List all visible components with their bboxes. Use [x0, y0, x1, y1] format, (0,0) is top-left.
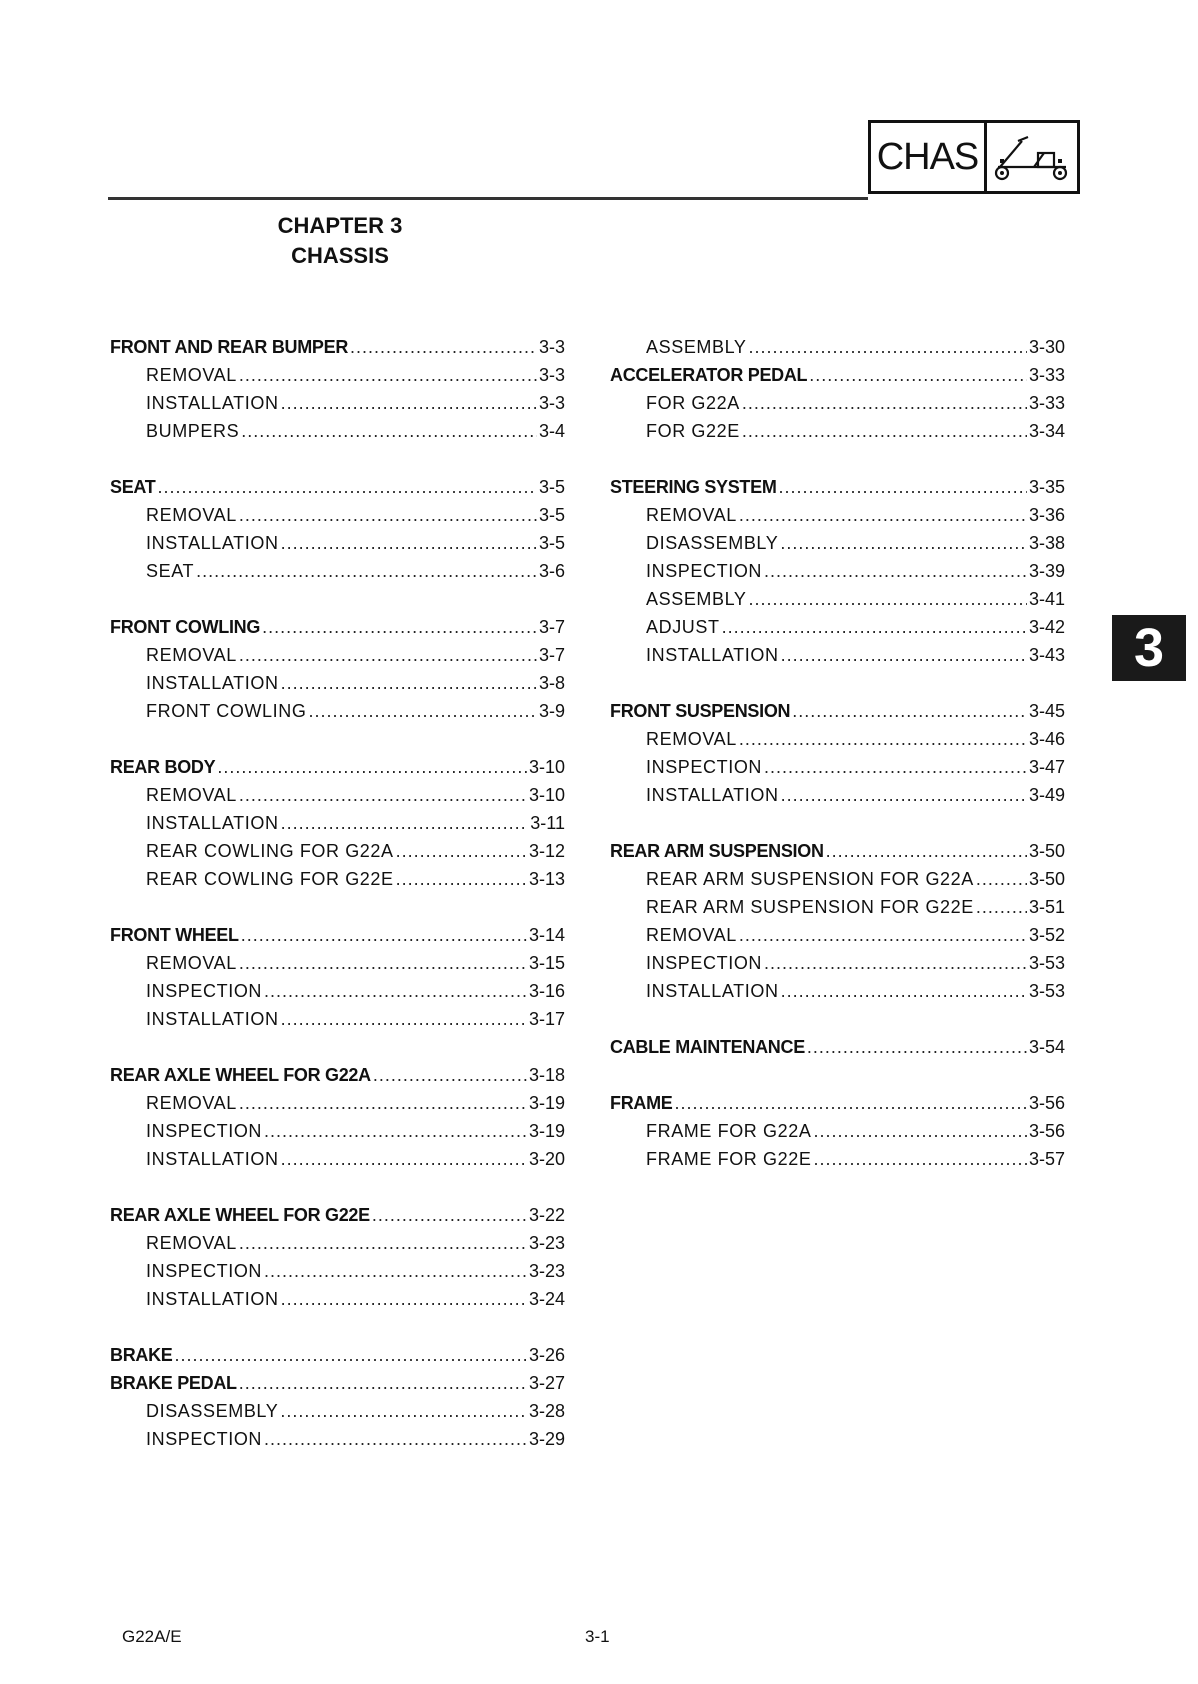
toc-entry-page: 3-23 — [528, 1261, 565, 1281]
toc-leader-dots — [764, 557, 1027, 585]
toc-subsection-entry[interactable] — [610, 389, 1065, 417]
toc-entry-title: INSPECTION — [646, 757, 763, 777]
toc-entry-page: 3-9 — [538, 701, 565, 721]
toc-entry-page: 3-53 — [1028, 953, 1065, 973]
toc-leader-dots — [749, 333, 1027, 361]
toc-subsection-entry[interactable] — [110, 1229, 565, 1257]
toc-leader-dots — [779, 473, 1027, 501]
toc-right-column — [610, 333, 1065, 1173]
toc-gap — [110, 445, 565, 473]
toc-entry-title: INSPECTION — [146, 1261, 263, 1281]
toc-leader-dots — [396, 837, 527, 865]
toc-leader-dots — [281, 1005, 527, 1033]
toc-entry-title: REAR COWLING FOR G22E — [146, 869, 394, 889]
toc-leader-dots — [826, 837, 1027, 865]
toc-section-entry[interactable] — [610, 697, 1065, 725]
toc-subsection-entry[interactable] — [110, 529, 565, 557]
toc-subsection-entry[interactable] — [110, 557, 565, 585]
toc-entry-title: DISASSEMBLY — [646, 533, 779, 553]
toc-subsection-entry[interactable] — [610, 417, 1065, 445]
toc-subsection-entry[interactable] — [110, 501, 565, 529]
toc-entry-title: ASSEMBLY — [646, 337, 747, 357]
toc-leader-dots — [239, 1229, 527, 1257]
toc-entry-title: REMOVAL — [646, 505, 737, 525]
toc-subsection-entry[interactable] — [110, 837, 565, 865]
toc-entry-title: REAR ARM SUSPENSION FOR G22A — [646, 869, 974, 889]
toc-entry-page: 3-12 — [528, 841, 565, 861]
toc-entry-title: REMOVAL — [146, 365, 237, 385]
toc-leader-dots — [241, 921, 527, 949]
toc-subsection-entry[interactable] — [610, 1145, 1065, 1173]
toc-entry-title: REAR COWLING FOR G22A — [146, 841, 394, 861]
toc-section-entry[interactable] — [110, 1341, 565, 1369]
toc-subsection-entry[interactable] — [110, 977, 565, 1005]
toc-leader-dots — [264, 977, 527, 1005]
toc-subsection-entry[interactable] — [610, 333, 1065, 361]
toc-section-entry[interactable] — [610, 1033, 1065, 1061]
section-code: CHAS — [871, 123, 987, 191]
toc-subsection-entry[interactable] — [110, 1089, 565, 1117]
toc-gap — [610, 809, 1065, 837]
footer-model: G22A/E — [122, 1627, 182, 1646]
toc-entry-page: 3-51 — [1028, 897, 1065, 917]
toc-leader-dots — [196, 557, 537, 585]
toc-section-entry[interactable] — [110, 1061, 565, 1089]
toc-entry-title: INSTALLATION — [146, 393, 279, 413]
toc-leader-dots — [239, 641, 537, 669]
toc-leader-dots — [239, 501, 537, 529]
toc-entry-page: 3-41 — [1028, 589, 1065, 609]
toc-leader-dots — [675, 1089, 1027, 1117]
toc-subsection-entry[interactable] — [610, 977, 1065, 1005]
toc-entry-title: REAR AXLE WHEEL FOR G22A — [110, 1065, 371, 1085]
toc-leader-dots — [175, 1341, 527, 1369]
toc-leader-dots — [813, 1145, 1027, 1173]
toc-subsection-entry[interactable] — [610, 865, 1065, 893]
toc-entry-page: 3-23 — [528, 1233, 565, 1253]
toc-leader-dots — [281, 669, 537, 697]
toc-entry-page: 3-5 — [538, 477, 565, 497]
toc-entry-page: 3-10 — [528, 785, 565, 805]
toc-entry-page: 3-8 — [538, 673, 565, 693]
toc-entry-page: 3-18 — [528, 1065, 565, 1085]
toc-entry-title: INSPECTION — [646, 953, 763, 973]
toc-entry-page: 3-28 — [528, 1401, 565, 1421]
toc-leader-dots — [807, 1033, 1027, 1061]
toc-entry-page: 3-36 — [1028, 505, 1065, 525]
toc-entry-page: 3-3 — [538, 393, 565, 413]
toc-leader-dots — [722, 613, 1027, 641]
toc-entry-title: FRAME FOR G22A — [646, 1121, 812, 1141]
toc-entry-title: INSTALLATION — [146, 1009, 279, 1029]
toc-entry-page: 3-39 — [1028, 561, 1065, 581]
toc-entry-page: 3-7 — [538, 645, 565, 665]
toc-entry-page: 3-11 — [530, 813, 565, 833]
toc-entry-page: 3-14 — [528, 925, 565, 945]
toc-entry-page: 3-3 — [538, 365, 565, 385]
toc-leader-dots — [281, 529, 537, 557]
toc-leader-dots — [739, 725, 1027, 753]
toc-entry-title: INSTALLATION — [146, 1289, 279, 1309]
toc-section-entry[interactable] — [110, 1201, 565, 1229]
toc-entry-title: FRONT COWLING — [146, 701, 307, 721]
toc-entry-page: 3-16 — [528, 981, 565, 1001]
toc-section-entry[interactable] — [110, 1369, 565, 1397]
toc-entry-title: ASSEMBLY — [646, 589, 747, 609]
toc-entry-title: INSTALLATION — [146, 813, 279, 833]
toc-entry-title: REAR ARM SUSPENSION FOR G22E — [646, 897, 974, 917]
toc-entry-page: 3-4 — [538, 421, 565, 441]
toc-entry-page: 3-50 — [1028, 841, 1065, 861]
toc-entry-title: INSTALLATION — [146, 533, 279, 553]
toc-entry-page: 3-33 — [1028, 365, 1065, 385]
toc-subsection-entry[interactable] — [610, 949, 1065, 977]
toc-entry-page: 3-27 — [528, 1373, 565, 1393]
toc-section-entry[interactable] — [610, 473, 1065, 501]
toc-subsection-entry[interactable] — [110, 1397, 565, 1425]
toc-leader-dots — [749, 585, 1027, 613]
toc-entry-page: 3-19 — [528, 1093, 565, 1113]
toc-entry-page: 3-5 — [538, 505, 565, 525]
toc-leader-dots — [217, 753, 527, 781]
toc-subsection-entry[interactable] — [610, 585, 1065, 613]
toc-subsection-entry[interactable] — [610, 921, 1065, 949]
toc-leader-dots — [281, 1145, 527, 1173]
toc-entry-title: FOR G22E — [646, 421, 740, 441]
toc-entry-title: INSTALLATION — [646, 645, 779, 665]
toc-leader-dots — [396, 865, 527, 893]
toc-entry-title: REMOVAL — [646, 925, 737, 945]
toc-section-entry[interactable] — [610, 361, 1065, 389]
toc-entry-page: 3-56 — [1028, 1121, 1065, 1141]
golf-cart-icon — [987, 123, 1077, 191]
toc-entry-page: 3-45 — [1028, 701, 1065, 721]
toc-entry-title: INSTALLATION — [646, 981, 779, 1001]
toc-entry-title: FRONT WHEEL — [110, 925, 239, 945]
toc-entry-page: 3-47 — [1028, 757, 1065, 777]
toc-section-entry[interactable] — [610, 1089, 1065, 1117]
toc-entry-page: 3-53 — [1028, 981, 1065, 1001]
toc-section-entry[interactable] — [610, 837, 1065, 865]
section-badge — [868, 120, 1080, 194]
toc-leader-dots — [280, 1397, 527, 1425]
toc-entry-title: ACCELERATOR PEDAL — [610, 365, 808, 385]
toc-gap — [610, 1005, 1065, 1033]
toc-entry-title: STEERING SYSTEM — [610, 477, 777, 497]
toc-subsection-entry[interactable] — [610, 557, 1065, 585]
toc-gap — [610, 445, 1065, 473]
toc-subsection-entry[interactable] — [110, 1005, 565, 1033]
toc-leader-dots — [976, 865, 1027, 893]
toc-gap — [610, 669, 1065, 697]
toc-entry-title: REMOVAL — [146, 505, 237, 525]
toc-entry-title: INSPECTION — [646, 561, 763, 581]
toc-section-entry[interactable] — [110, 921, 565, 949]
toc-subsection-entry[interactable] — [110, 669, 565, 697]
toc-leader-dots — [239, 361, 537, 389]
toc-entry-title: FRAME FOR G22E — [646, 1149, 812, 1169]
toc-entry-title: REMOVAL — [146, 1233, 237, 1253]
toc-entry-page: 3-30 — [1028, 337, 1065, 357]
toc-leader-dots — [373, 1061, 527, 1089]
toc-left-column — [110, 333, 565, 1453]
toc-leader-dots — [742, 389, 1027, 417]
toc-gap — [610, 1061, 1065, 1089]
toc-entry-title: REAR BODY — [110, 757, 216, 777]
toc-entry-page: 3-19 — [528, 1121, 565, 1141]
toc-subsection-entry[interactable] — [110, 1145, 565, 1173]
toc-entry-page: 3-3 — [538, 337, 565, 357]
toc-entry-title: REMOVAL — [146, 645, 237, 665]
toc-entry-title: FRONT SUSPENSION — [610, 701, 791, 721]
toc-entry-title: ADJUST — [646, 617, 720, 637]
toc-entry-page: 3-38 — [1028, 533, 1065, 553]
toc-entry-page: 3-42 — [1028, 617, 1065, 637]
toc-entry-title: INSTALLATION — [646, 785, 779, 805]
toc-entry-title: INSPECTION — [146, 981, 263, 1001]
toc-entry-title: SEAT — [146, 561, 195, 581]
toc-gap — [110, 893, 565, 921]
toc-entry-page: 3-6 — [538, 561, 565, 581]
toc-entry-title: REMOVAL — [646, 729, 737, 749]
toc-entry-page: 3-17 — [528, 1009, 565, 1029]
toc-entry-title: BRAKE PEDAL — [110, 1373, 237, 1393]
toc-entry-title: BRAKE — [110, 1345, 173, 1365]
toc-leader-dots — [976, 893, 1027, 921]
toc-entry-page: 3-57 — [1028, 1149, 1065, 1169]
toc-entry-title: FOR G22A — [646, 393, 740, 413]
toc-leader-dots — [264, 1257, 527, 1285]
toc-entry-title: INSPECTION — [146, 1121, 263, 1141]
toc-section-entry[interactable] — [110, 473, 565, 501]
chapter-tab: 3 — [1112, 615, 1186, 681]
toc-leader-dots — [739, 501, 1027, 529]
toc-section-entry[interactable] — [110, 333, 565, 361]
toc-subsection-entry[interactable] — [610, 1117, 1065, 1145]
toc-entry-page: 3-24 — [528, 1289, 565, 1309]
toc-entry-page: 3-50 — [1028, 869, 1065, 889]
chapter-title: CHASSIS — [291, 243, 389, 268]
toc-subsection-entry[interactable] — [110, 949, 565, 977]
toc-subsection-entry[interactable] — [610, 613, 1065, 641]
toc-entry-title: INSTALLATION — [146, 1149, 279, 1169]
toc-leader-dots — [262, 613, 537, 641]
toc-leader-dots — [239, 781, 527, 809]
footer-page-number: 3-1 — [585, 1627, 610, 1646]
toc-leader-dots — [764, 949, 1027, 977]
toc-entry-title: FRONT COWLING — [110, 617, 261, 637]
toc-entry-page: 3-43 — [1028, 645, 1065, 665]
toc-subsection-entry[interactable] — [610, 529, 1065, 557]
toc-leader-dots — [742, 417, 1027, 445]
toc-leader-dots — [239, 949, 527, 977]
toc-subsection-entry[interactable] — [110, 641, 565, 669]
toc-entry-title: REAR AXLE WHEEL FOR G22E — [110, 1205, 370, 1225]
toc-entry-page: 3-46 — [1028, 729, 1065, 749]
toc-entry-title: CABLE MAINTENANCE — [610, 1037, 805, 1057]
toc-leader-dots — [157, 473, 537, 501]
toc-subsection-entry[interactable] — [110, 809, 565, 837]
toc-entry-page: 3-56 — [1028, 1093, 1065, 1113]
toc-leader-dots — [239, 1089, 527, 1117]
toc-leader-dots — [792, 697, 1027, 725]
toc-subsection-entry[interactable] — [110, 1257, 565, 1285]
toc-entry-title: INSPECTION — [146, 1429, 263, 1449]
toc-gap — [110, 585, 565, 613]
toc-entry-page: 3-13 — [528, 869, 565, 889]
toc-gap — [110, 725, 565, 753]
toc-leader-dots — [739, 921, 1027, 949]
toc-gap — [110, 1033, 565, 1061]
toc-leader-dots — [780, 529, 1027, 557]
toc-subsection-entry[interactable] — [110, 1425, 565, 1453]
toc-entry-page: 3-29 — [528, 1429, 565, 1449]
toc-leader-dots — [781, 641, 1027, 669]
toc-entry-page: 3-52 — [1028, 925, 1065, 945]
toc-subsection-entry[interactable] — [610, 753, 1065, 781]
toc-entry-page: 3-54 — [1028, 1037, 1065, 1057]
toc-subsection-entry[interactable] — [110, 1285, 565, 1313]
toc-subsection-entry[interactable] — [110, 781, 565, 809]
toc-entry-title: REAR ARM SUSPENSION — [610, 841, 824, 861]
toc-entry-title: FRAME — [610, 1093, 673, 1113]
toc-leader-dots — [281, 809, 529, 837]
toc-subsection-entry[interactable] — [610, 893, 1065, 921]
chapter-label: CHAPTER 3 — [277, 213, 403, 238]
toc-subsection-entry[interactable] — [610, 641, 1065, 669]
toc-section-entry[interactable] — [110, 613, 565, 641]
toc-leader-dots — [781, 781, 1027, 809]
toc-subsection-entry[interactable] — [610, 501, 1065, 529]
toc-entry-title: DISASSEMBLY — [146, 1401, 279, 1421]
toc-entry-page: 3-33 — [1028, 393, 1065, 413]
toc-subsection-entry[interactable] — [110, 361, 565, 389]
toc-section-entry[interactable] — [110, 753, 565, 781]
toc-entry-page: 3-34 — [1028, 421, 1065, 441]
toc-gap — [110, 1313, 565, 1341]
toc-subsection-entry[interactable] — [610, 725, 1065, 753]
toc-leader-dots — [308, 697, 537, 725]
toc-entry-title: INSTALLATION — [146, 673, 279, 693]
toc-entry-page: 3-10 — [528, 757, 565, 777]
chapter-heading — [240, 211, 440, 271]
toc-subsection-entry[interactable] — [110, 697, 565, 725]
toc-entry-title: REMOVAL — [146, 785, 237, 805]
toc-leader-dots — [372, 1201, 527, 1229]
toc-leader-dots — [350, 333, 537, 361]
toc-entry-page: 3-35 — [1028, 477, 1065, 497]
toc-leader-dots — [764, 753, 1027, 781]
toc-entry-page: 3-22 — [528, 1205, 565, 1225]
toc-entry-title: REMOVAL — [146, 953, 237, 973]
toc-leader-dots — [239, 1369, 527, 1397]
toc-entry-title: BUMPERS — [146, 421, 240, 441]
toc-entry-page: 3-26 — [528, 1345, 565, 1365]
toc-leader-dots — [809, 361, 1027, 389]
toc-leader-dots — [781, 977, 1027, 1005]
toc-subsection-entry[interactable] — [110, 417, 565, 445]
toc-leader-dots — [281, 1285, 527, 1313]
toc-leader-dots — [241, 417, 537, 445]
toc-entry-page: 3-49 — [1028, 785, 1065, 805]
toc-gap — [110, 1173, 565, 1201]
toc-entry-page: 3-5 — [538, 533, 565, 553]
toc-subsection-entry[interactable] — [110, 1117, 565, 1145]
toc-subsection-entry[interactable] — [110, 389, 565, 417]
toc-leader-dots — [813, 1117, 1027, 1145]
toc-entry-page: 3-20 — [528, 1149, 565, 1169]
toc-leader-dots — [281, 389, 537, 417]
header-rule — [108, 197, 868, 200]
toc-subsection-entry[interactable] — [610, 781, 1065, 809]
toc-entry-title: FRONT AND REAR BUMPER — [110, 337, 349, 357]
toc-entry-title: REMOVAL — [146, 1093, 237, 1113]
toc-leader-dots — [264, 1425, 527, 1453]
toc-entry-page: 3-15 — [528, 953, 565, 973]
toc-entry-page: 3-7 — [538, 617, 565, 637]
toc-entry-title: SEAT — [110, 477, 156, 497]
toc-leader-dots — [264, 1117, 527, 1145]
toc-subsection-entry[interactable] — [110, 865, 565, 893]
